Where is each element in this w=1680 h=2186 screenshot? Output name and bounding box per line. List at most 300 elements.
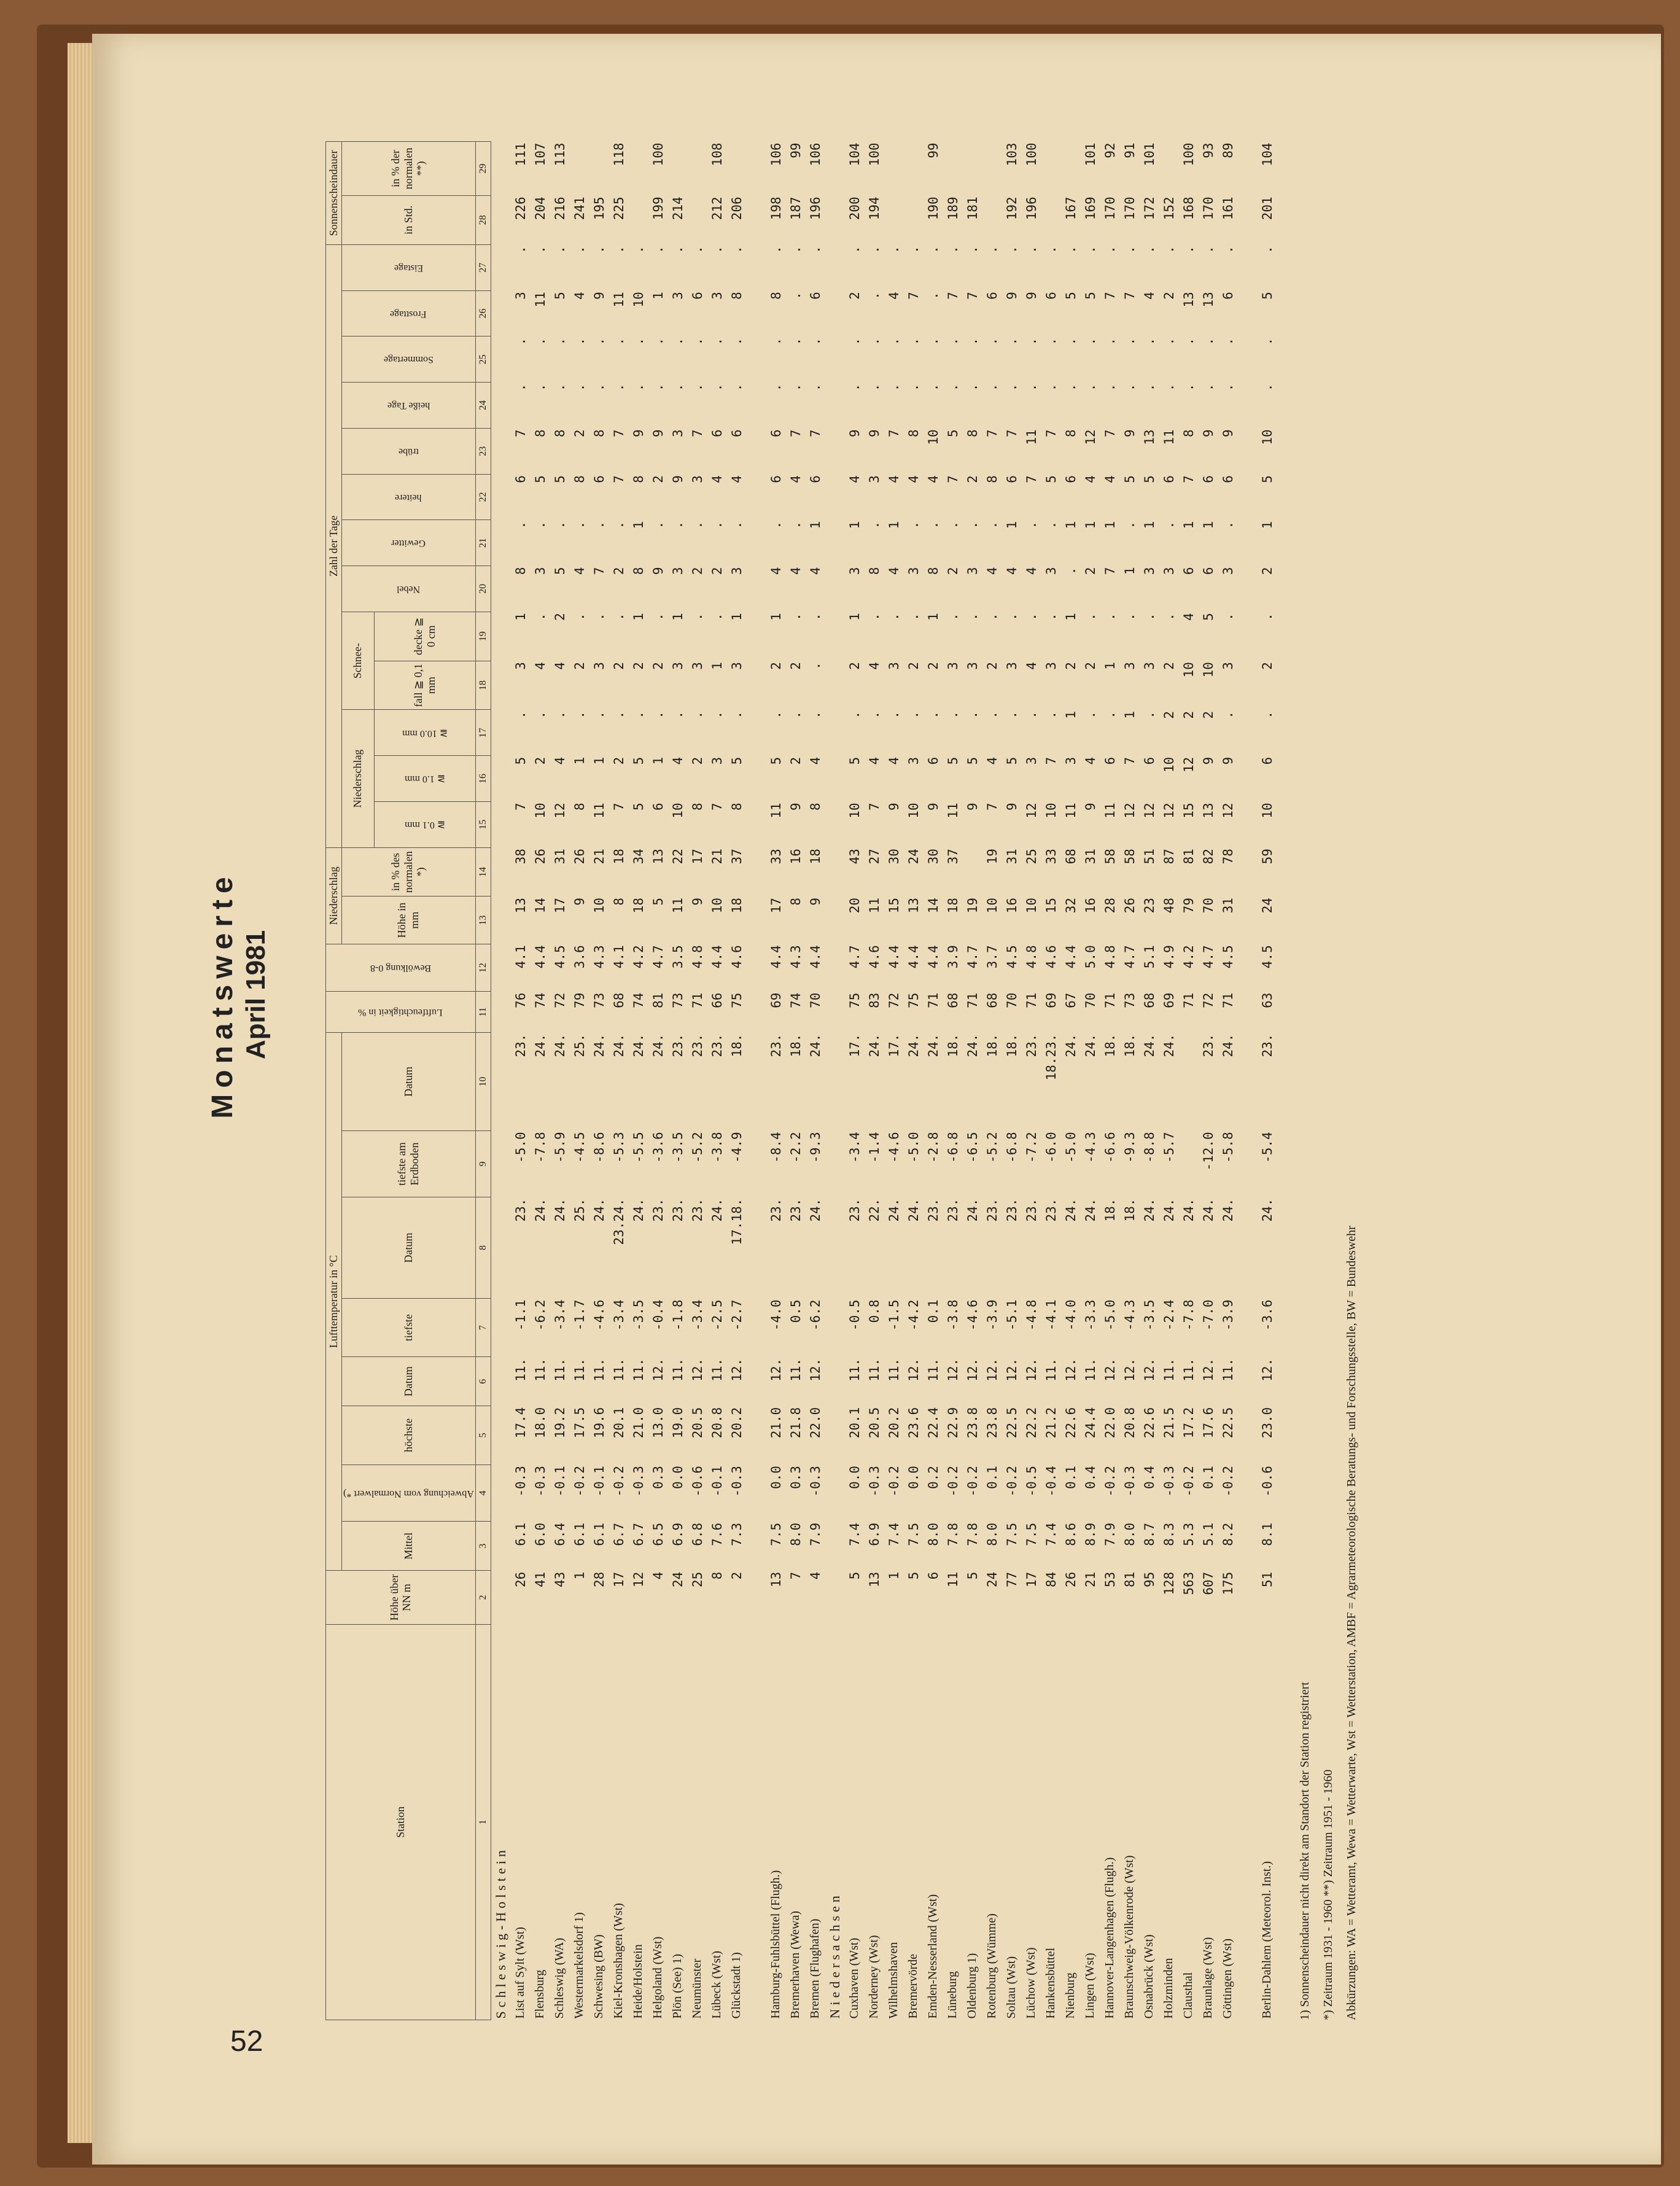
table-cell: 5 bbox=[1259, 475, 1275, 483]
table-cell: 7 bbox=[690, 429, 705, 437]
table-cell: 1 bbox=[572, 1571, 587, 1580]
table-cell: 76 bbox=[513, 992, 528, 1008]
table-cell: 20.2 bbox=[729, 1407, 744, 1439]
column-number: 1 bbox=[475, 1624, 491, 2020]
column-number: 2 bbox=[475, 1571, 491, 1625]
station-name: Heide/Holstein bbox=[631, 1944, 645, 2019]
table-cell: -0.6 bbox=[690, 1466, 705, 1497]
table-row bbox=[865, 142, 884, 2020]
table-cell: 2 bbox=[729, 1571, 744, 1580]
table-cell: 7.9 bbox=[1102, 1522, 1118, 1546]
table-cell: 3 bbox=[965, 662, 980, 670]
table-cell: 4.7 bbox=[650, 945, 666, 969]
table-row bbox=[589, 142, 609, 2020]
table-cell: 2 bbox=[1161, 292, 1176, 300]
table-cell: 8 bbox=[709, 1571, 725, 1580]
table-cell: 4 bbox=[650, 1571, 666, 1580]
table-cell: 3 bbox=[1122, 662, 1137, 670]
table-cell: 4 bbox=[768, 567, 784, 575]
table-cell: 43 bbox=[847, 849, 862, 865]
header-ns-tage: Niederschlag bbox=[341, 710, 374, 847]
table-cell: 4 bbox=[552, 662, 567, 670]
table-cell: 23. bbox=[670, 1198, 685, 1222]
table-cell: 7.4 bbox=[886, 1522, 901, 1546]
table-cell: -6.8 bbox=[945, 1132, 960, 1163]
table-cell: -4.6 bbox=[886, 1132, 901, 1163]
table-cell: 75 bbox=[729, 992, 744, 1008]
table-cell: 22.6 bbox=[1063, 1407, 1078, 1439]
table-cell: 19 bbox=[984, 849, 1000, 865]
table-cell: 4.5 bbox=[1259, 945, 1275, 969]
table-cell: 12. bbox=[945, 1358, 960, 1382]
table-cell: 2 bbox=[572, 662, 587, 670]
table-cell: -3.6 bbox=[650, 1132, 666, 1163]
column-number: 3 bbox=[475, 1522, 491, 1571]
table-cell: 7.8 bbox=[965, 1522, 980, 1546]
table-cell: -9.3 bbox=[1122, 1132, 1137, 1163]
table-cell: 2 bbox=[1181, 710, 1196, 719]
table-row bbox=[570, 142, 589, 2020]
table-cell: . bbox=[591, 613, 607, 621]
header-truebe: trübe bbox=[398, 446, 419, 457]
table-cell: . bbox=[1200, 246, 1216, 254]
table-cell: 4.4 bbox=[807, 945, 823, 969]
table-cell: 4 bbox=[807, 1571, 823, 1580]
table-cell: 7 bbox=[1043, 429, 1059, 437]
table-cell: 7 bbox=[1122, 757, 1137, 765]
table-cell: . bbox=[1063, 246, 1078, 254]
station-name: Schwesing (BW) bbox=[592, 1934, 606, 2019]
table-cell: 7.5 bbox=[768, 1522, 784, 1546]
column-number: 26 bbox=[475, 290, 491, 336]
table-cell: 3 bbox=[690, 475, 705, 483]
table-cell: . bbox=[1220, 383, 1235, 392]
table-cell: 6 bbox=[1200, 567, 1216, 575]
table-cell: . bbox=[1122, 337, 1137, 346]
table-row bbox=[943, 142, 963, 2020]
table-cell: 7 bbox=[1181, 475, 1196, 483]
table-cell: 7 bbox=[965, 292, 980, 300]
table-cell: 11. bbox=[572, 1358, 587, 1382]
header-sonnenschein: Sonnenscheindauer bbox=[326, 142, 342, 245]
table-cell: . bbox=[670, 383, 685, 392]
table-cell: . bbox=[690, 710, 705, 719]
table-cell: 5 bbox=[631, 803, 646, 811]
table-cell: 2 bbox=[1083, 567, 1098, 575]
table-cell: . bbox=[611, 246, 626, 254]
table-cell: . bbox=[847, 383, 862, 392]
table-cell: 7 bbox=[1102, 567, 1118, 575]
table-cell: . bbox=[1004, 246, 1019, 254]
table-cell: 12. bbox=[1259, 1358, 1275, 1382]
header-niederschlag: Niederschlag bbox=[326, 847, 342, 944]
table-cell: . bbox=[925, 383, 941, 392]
table-cell: 4.8 bbox=[1024, 945, 1039, 969]
table-cell: . bbox=[807, 337, 823, 346]
table-cell: 2 bbox=[611, 757, 626, 765]
page-title: Monatswerte bbox=[206, 871, 239, 1119]
table-cell bbox=[982, 195, 1002, 244]
table-cell: 104 bbox=[1259, 142, 1275, 166]
station-name: Lübeck (Wst) bbox=[710, 1950, 724, 2019]
table-cell: 23. bbox=[650, 1198, 666, 1222]
table-cell: -5.5 bbox=[631, 1132, 646, 1163]
table-cell: 10 bbox=[847, 803, 862, 819]
table-cell: 104 bbox=[847, 142, 862, 166]
table-cell: 24. bbox=[1141, 1198, 1157, 1222]
table-cell: 13 bbox=[650, 849, 666, 865]
table-cell: 17.18. bbox=[729, 1198, 744, 1245]
table-cell: 12 bbox=[1181, 757, 1196, 772]
table-cell: 4 bbox=[984, 757, 1000, 765]
table-cell: 71 bbox=[925, 992, 941, 1008]
table-cell: 10 bbox=[1200, 662, 1216, 678]
table-cell: . bbox=[572, 246, 587, 254]
table-cell: 12. bbox=[807, 1358, 823, 1382]
table-cell: 51 bbox=[1259, 1571, 1275, 1587]
table-cell: 18 bbox=[945, 897, 960, 914]
table-cell: 12. bbox=[1122, 1358, 1137, 1382]
table-cell: 11 bbox=[670, 897, 685, 914]
table-row bbox=[1100, 142, 1120, 2020]
table-cell: . bbox=[1004, 383, 1019, 392]
table-cell: 6 bbox=[768, 475, 784, 483]
table-cell: 4 bbox=[670, 757, 685, 765]
table-cell: 1 bbox=[1200, 521, 1216, 529]
table-cell: -3.6 bbox=[1259, 1299, 1275, 1331]
table-cell: 24. bbox=[965, 1033, 980, 1057]
table-cell: 169 bbox=[1083, 196, 1098, 220]
table-cell: 28 bbox=[1102, 897, 1118, 914]
table-cell: 4.7 bbox=[847, 945, 862, 969]
table-cell: 24. bbox=[965, 1198, 980, 1222]
table-cell: 9 bbox=[591, 292, 607, 300]
table-cell: 6 bbox=[1220, 475, 1235, 483]
table-cell: 1 bbox=[1181, 521, 1196, 529]
table-cell: 3 bbox=[513, 292, 528, 300]
table-cell: . bbox=[768, 337, 784, 346]
table-cell: 11. bbox=[1161, 1358, 1176, 1382]
table-cell: 1 bbox=[513, 613, 528, 621]
table-cell: . bbox=[611, 337, 626, 346]
table-cell: 59 bbox=[1259, 849, 1275, 865]
table-cell: 8 bbox=[925, 567, 941, 575]
table-cell: 13 bbox=[1200, 292, 1216, 308]
table-cell: . bbox=[1102, 337, 1118, 346]
table-cell: 6 bbox=[1004, 475, 1019, 483]
table-cell: 187 bbox=[788, 196, 803, 220]
table-cell: 7 bbox=[1102, 292, 1118, 300]
table-cell: -5.0 bbox=[906, 1132, 921, 1163]
table-cell: 3.9 bbox=[945, 945, 960, 969]
table-cell: . bbox=[768, 246, 784, 254]
table-cell: 5 bbox=[945, 429, 960, 437]
table-cell: . bbox=[1043, 613, 1059, 621]
table-cell: -7.8 bbox=[1181, 1299, 1196, 1331]
table-cell: . bbox=[925, 710, 941, 719]
table-cell: 3 bbox=[729, 567, 744, 575]
table-cell: 7 bbox=[807, 429, 823, 437]
table-cell: . bbox=[1181, 383, 1196, 392]
table-cell: 13 bbox=[1181, 292, 1196, 308]
table-cell: 18 bbox=[807, 849, 823, 865]
table-cell: -0.2 bbox=[965, 1466, 980, 1497]
table-cell: . bbox=[1004, 710, 1019, 719]
table-cell: 13 bbox=[1141, 429, 1157, 445]
table-cell: 11. bbox=[591, 1358, 607, 1382]
table-cell: . bbox=[1024, 613, 1039, 621]
table-cell: 24. bbox=[631, 1198, 646, 1222]
table-cell: 20.5 bbox=[866, 1407, 882, 1439]
table-cell: 9 bbox=[650, 429, 666, 437]
table-cell: 1 bbox=[729, 613, 744, 621]
rotated-table-block bbox=[325, 141, 1363, 2020]
table-cell: 175 bbox=[1220, 1571, 1235, 1595]
table-cell: 20.8 bbox=[709, 1407, 725, 1439]
table-cell: 70 bbox=[1004, 992, 1019, 1008]
table-cell: 170 bbox=[1122, 196, 1137, 220]
table-cell: . bbox=[807, 383, 823, 392]
table-cell: 23. bbox=[513, 1033, 528, 1057]
table-cell bbox=[668, 142, 688, 196]
table-cell: 2 bbox=[709, 567, 725, 575]
table-cell: 6 bbox=[1102, 757, 1118, 765]
table-cell: . bbox=[768, 521, 784, 529]
table-cell: 212 bbox=[709, 196, 725, 220]
table-cell: . bbox=[866, 521, 882, 529]
table-cell: 66 bbox=[709, 992, 725, 1008]
table-cell: 4 bbox=[788, 567, 803, 575]
table-cell: 161 bbox=[1220, 196, 1235, 220]
table-cell: 6 bbox=[925, 757, 941, 765]
table-cell: 63 bbox=[1259, 992, 1275, 1008]
header-ge01: ≧ 0.1 mm bbox=[404, 819, 445, 830]
table-cell: . bbox=[965, 246, 980, 254]
header-luftfeuchtigkeit: Luftfeuchtigkeit in % bbox=[358, 1007, 443, 1018]
station-name: List auf Sylt (Wst) bbox=[513, 1927, 527, 2019]
table-cell: 1 bbox=[572, 757, 587, 765]
table-cell: -7.2 bbox=[1024, 1132, 1039, 1163]
station-name: Emden-Nesserland (Wst) bbox=[926, 1894, 940, 2019]
table-cell: 3 bbox=[1024, 757, 1039, 765]
table-cell bbox=[943, 142, 963, 196]
table-cell: 6 bbox=[591, 475, 607, 483]
table-cell: 41 bbox=[532, 1571, 548, 1587]
table-cell: -0.3 bbox=[807, 1466, 823, 1497]
table-cell bbox=[982, 142, 1002, 196]
table-cell: 24.4 bbox=[1083, 1407, 1098, 1439]
table-cell: 190 bbox=[925, 196, 941, 220]
table-cell: 25. bbox=[572, 1033, 587, 1057]
table-cell: 9 bbox=[1200, 757, 1216, 765]
table-cell: 0.0 bbox=[670, 1466, 685, 1489]
table-cell: 24. bbox=[1063, 1198, 1078, 1222]
table-cell: 4.3 bbox=[591, 945, 607, 969]
table-cell: -0.2 bbox=[945, 1466, 960, 1497]
table-cell: 7 bbox=[513, 429, 528, 437]
table-cell: 10 bbox=[1259, 803, 1275, 819]
table-cell: . bbox=[1102, 613, 1118, 621]
page-heading bbox=[206, 823, 271, 1167]
table-cell: 24. bbox=[611, 1033, 626, 1057]
table-cell: 71 bbox=[1102, 992, 1118, 1008]
table-cell: 26 bbox=[532, 849, 548, 865]
table-cell: 68 bbox=[1063, 849, 1078, 865]
table-cell: 3.5 bbox=[670, 945, 685, 969]
table-cell: 4.4 bbox=[886, 945, 901, 969]
table-cell: 170 bbox=[1200, 196, 1216, 220]
table-cell: 6 bbox=[513, 475, 528, 483]
table-cell: . bbox=[886, 710, 901, 719]
table-cell: 7.9 bbox=[807, 1522, 823, 1546]
table-cell: 7 bbox=[1102, 429, 1118, 437]
table-cell: . bbox=[670, 337, 685, 346]
table-cell: 12. bbox=[1063, 1358, 1078, 1382]
table-row bbox=[1140, 142, 1159, 2020]
table-cell: -0.2 bbox=[1004, 1466, 1019, 1497]
station-name: Hankensbüttel bbox=[1044, 1947, 1058, 2019]
table-cell: . bbox=[906, 521, 921, 529]
table-row bbox=[1179, 142, 1199, 2020]
station-name: Glückstadt 1) bbox=[729, 1952, 744, 2019]
table-cell: 21 bbox=[591, 849, 607, 865]
station-name: Helgoland (Wst) bbox=[651, 1936, 665, 2019]
table-cell bbox=[688, 195, 707, 244]
table-cell: 6.7 bbox=[611, 1522, 626, 1546]
table-cell: 8 bbox=[788, 897, 803, 906]
table-cell: . bbox=[807, 710, 823, 719]
table-cell: 23. bbox=[690, 1033, 705, 1057]
table-cell: 6.1 bbox=[572, 1522, 587, 1546]
table-cell: 72 bbox=[1200, 992, 1216, 1008]
table-cell: 4 bbox=[709, 475, 725, 483]
station-name: Lingen (Wst) bbox=[1083, 1953, 1097, 2019]
table-cell: 1 bbox=[591, 757, 607, 765]
column-number: 4 bbox=[475, 1464, 491, 1522]
table-cell: 8 bbox=[532, 429, 548, 437]
table-cell: 89 bbox=[1220, 142, 1235, 158]
table-cell: 19 bbox=[965, 897, 980, 914]
table-cell: 26 bbox=[1063, 1571, 1078, 1587]
table-cell: 1 bbox=[847, 613, 862, 621]
table-cell: 196 bbox=[807, 196, 823, 220]
table-cell: 23. bbox=[945, 1198, 960, 1222]
table-cell: 10 bbox=[631, 292, 646, 308]
table-cell: 24. bbox=[650, 1033, 666, 1057]
table-cell: 4.1 bbox=[513, 945, 528, 969]
table-row bbox=[727, 142, 747, 2020]
table-cell: 0.3 bbox=[788, 1466, 803, 1489]
table-row bbox=[1218, 142, 1238, 2020]
table-cell: . bbox=[1122, 521, 1137, 529]
table-cell: 11. bbox=[925, 1358, 941, 1382]
table-cell: -4.0 bbox=[1063, 1299, 1078, 1331]
footnote-1: 1) Sonnenscheindauer nicht direkt am Standort der Station registriert bbox=[1297, 1682, 1312, 2020]
table-cell: . bbox=[866, 337, 882, 346]
table-cell: -5.4 bbox=[1259, 1132, 1275, 1163]
column-number: 24 bbox=[475, 383, 491, 429]
table-cell: . bbox=[945, 521, 960, 529]
table-cell: . bbox=[709, 613, 725, 621]
table-cell: 25. bbox=[572, 1198, 587, 1222]
table-cell bbox=[727, 142, 747, 196]
table-cell: . bbox=[1161, 383, 1176, 392]
table-cell: 18. bbox=[1122, 1198, 1137, 1222]
station-name: Bremervörde bbox=[906, 1953, 920, 2019]
table-cell: 71 bbox=[1220, 992, 1235, 1008]
table-cell: 7 bbox=[611, 429, 626, 437]
table-cell: 37 bbox=[729, 849, 744, 865]
station-name: Holzminden bbox=[1162, 1958, 1176, 2019]
station-name: Wilhelmshaven bbox=[887, 1942, 901, 2019]
table-cell: 2 bbox=[1083, 662, 1098, 670]
table-cell: . bbox=[631, 383, 646, 392]
table-cell: 12. bbox=[1024, 1358, 1039, 1382]
table-cell: -7.0 bbox=[1200, 1299, 1216, 1331]
table-cell: 1 bbox=[1102, 521, 1118, 529]
table-cell: 37 bbox=[945, 849, 960, 865]
table-cell: 92 bbox=[1102, 142, 1118, 158]
table-cell: 22.5 bbox=[1004, 1407, 1019, 1439]
table-cell: 71 bbox=[1024, 992, 1039, 1008]
station-name: Hamburg-Fuhlsbüttel (Flugh.) bbox=[769, 1870, 783, 2019]
table-cell: 13.0 bbox=[650, 1407, 666, 1439]
table-cell: 5 bbox=[1083, 292, 1098, 300]
table-cell: 11 bbox=[1102, 803, 1118, 819]
table-cell: 4 bbox=[1083, 757, 1098, 765]
table-cell: . bbox=[1259, 383, 1275, 392]
table-cell: . bbox=[513, 383, 528, 392]
table-cell: 18. bbox=[1004, 1033, 1019, 1057]
table-cell: 3 bbox=[591, 662, 607, 670]
table-cell: 1 bbox=[709, 662, 725, 670]
table-cell: 24. bbox=[866, 1033, 882, 1057]
column-number: 27 bbox=[475, 244, 491, 290]
table-cell: 13 bbox=[1200, 803, 1216, 819]
table-cell: 3 bbox=[532, 567, 548, 575]
table-cell: 11 bbox=[945, 803, 960, 819]
table-cell: 3 bbox=[866, 475, 882, 483]
table-cell: . bbox=[513, 246, 528, 254]
table-cell: 24. bbox=[1161, 1033, 1176, 1057]
column-number: 12 bbox=[475, 944, 491, 991]
table-cell: 7 bbox=[945, 292, 960, 300]
table-cell: -8.6 bbox=[591, 1132, 607, 1163]
table-cell: 69 bbox=[768, 992, 784, 1008]
table-cell: . bbox=[1004, 613, 1019, 621]
table-cell: -5.2 bbox=[984, 1132, 1000, 1163]
table-cell: 10 bbox=[925, 429, 941, 445]
group-spacer bbox=[1238, 142, 1258, 2020]
table-cell: . bbox=[591, 383, 607, 392]
header-ns-prozent: in % des normalen *) bbox=[341, 847, 475, 897]
table-cell: 11. bbox=[847, 1358, 862, 1382]
table-cell: 8 bbox=[984, 475, 1000, 483]
table-cell: . bbox=[906, 246, 921, 254]
table-cell: . bbox=[552, 521, 567, 529]
table-cell: 0.1 bbox=[1063, 1466, 1078, 1489]
table-cell: . bbox=[631, 337, 646, 346]
table-cell: -5.0 bbox=[513, 1132, 528, 1163]
table-cell: . bbox=[670, 710, 685, 719]
table-cell: 2 bbox=[532, 757, 548, 765]
table-cell: 100 bbox=[1181, 142, 1196, 166]
table-cell: 74 bbox=[532, 992, 548, 1008]
table-cell: 24. bbox=[807, 1033, 823, 1057]
table-cell: 9 bbox=[1220, 757, 1235, 765]
table-cell: . bbox=[1083, 383, 1098, 392]
table-cell: 31 bbox=[1004, 849, 1019, 865]
